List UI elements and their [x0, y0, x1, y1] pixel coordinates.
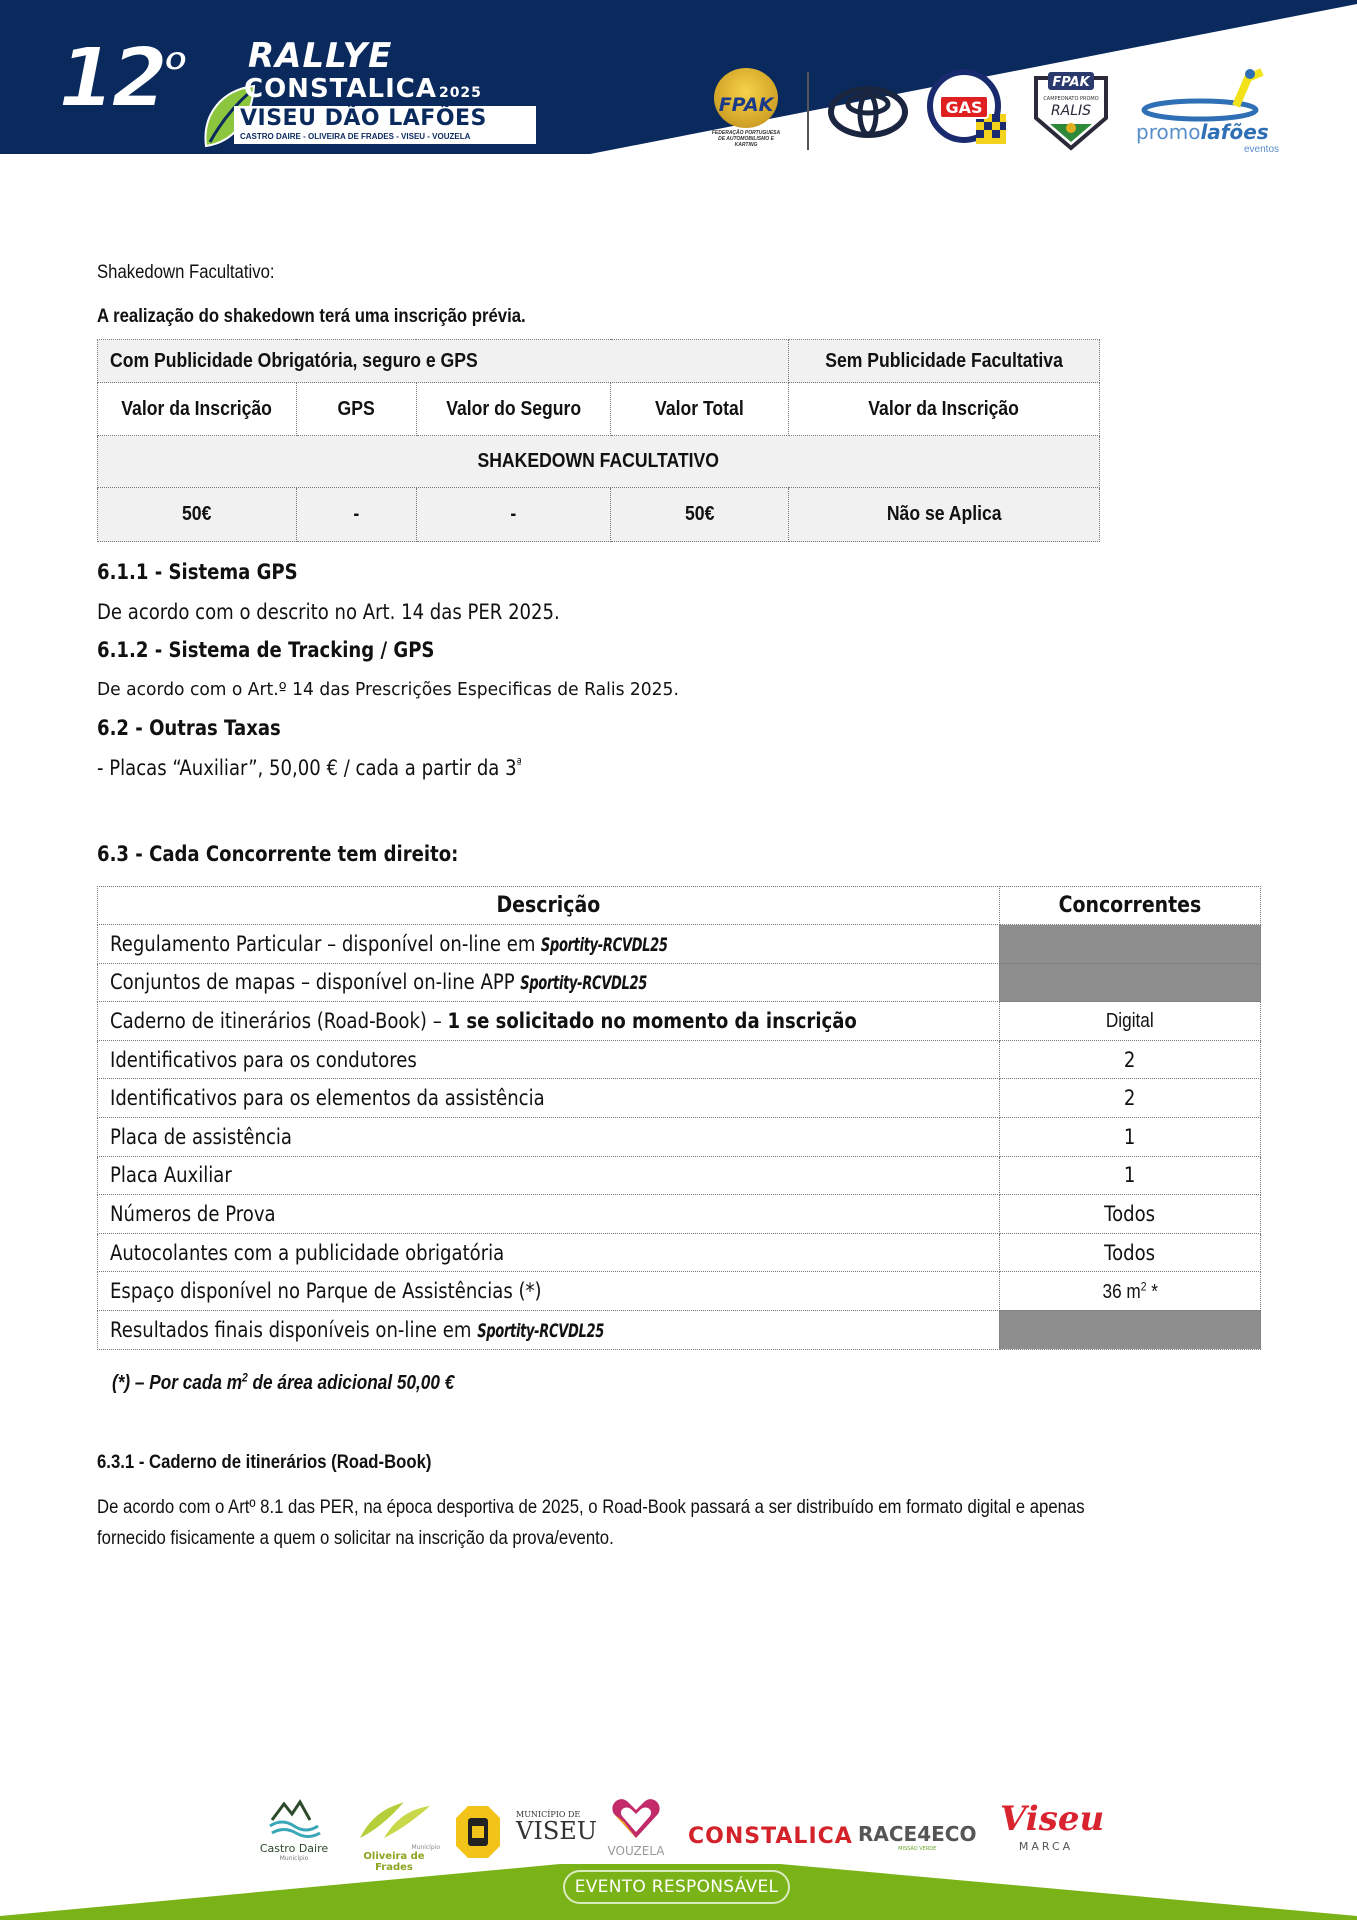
row-description: Placa de assistência: [98, 1117, 1000, 1156]
viseu-municipality-shield-icon: [454, 1804, 502, 1860]
table-cell: Não se Aplica: [789, 488, 1100, 542]
roadbook-text-line2: fornecido fisicamente a quem o solicitar na inscrição da prova/evento.: [97, 1528, 614, 1549]
table-row: [98, 1117, 1261, 1156]
vouzela-heart-icon: [610, 1796, 662, 1840]
table-row: [98, 1079, 1261, 1118]
row-value: 36 $m^2$ *: [999, 1272, 1260, 1311]
header-sponsors: FPAK FEDERAÇÃO PORTUGUESA DE AUTOMOBILISMO E KARTING GAS FPAK CAMPEONATO PROMO RALIS promolafões eventos: [700, 64, 1340, 154]
row-value: 2: [999, 1040, 1260, 1079]
table-row: [98, 436, 1100, 488]
responsible-event-badge: EVENTO RESPONSÁVEL: [563, 1870, 790, 1904]
row-description: Identificativos para os elementos da assistência: [98, 1079, 1000, 1118]
race4eco-logo: RACE4ECO MISSÃO VERDE: [858, 1822, 977, 1852]
oliveira-de-frades-logo: Município Oliveira de Frades: [348, 1800, 440, 1873]
svg-text:FPAK: FPAK: [1052, 75, 1090, 90]
table-row: [98, 340, 1100, 383]
table-cell: -: [416, 488, 611, 542]
page-footer: [0, 1780, 1357, 1920]
table-row: [98, 1272, 1261, 1311]
table-row: [98, 925, 1261, 964]
viseu-municipality-logo: MUNICÍPIO DE VISEU: [516, 1810, 597, 1845]
gas-logo-icon: [926, 68, 1010, 148]
column-header-competitors: Concorrentes: [999, 887, 1260, 925]
svg-text:GAS: GAS: [945, 98, 983, 117]
region-box: [234, 106, 536, 144]
sportity-link[interactable]: Sportity-RCVDL25: [541, 933, 668, 956]
castro-daire-mountain-icon: [266, 1798, 322, 1838]
table-row: [98, 1310, 1261, 1349]
table-row: [98, 1233, 1261, 1272]
fpak-logo: FPAK FEDERAÇÃO PORTUGUESA DE AUTOMOBILISMO E KARTING: [708, 68, 784, 148]
oliveira-leaf-icon: [354, 1800, 434, 1840]
group-header-left: Com Publicidade Obrigatória, seguro e GPS: [98, 340, 789, 383]
group-header-right: Sem Publicidade Facultativa: [789, 340, 1100, 383]
region-name: VISEU DÃO LAFÕES: [240, 106, 487, 131]
fpak-ralis-logo-icon: [1028, 68, 1114, 152]
row-description: Resultados finais disponíveis on-line em Sportity-RCVDL25: [98, 1310, 1000, 1349]
rally-logo: [58, 31, 487, 146]
rally-number: 12$^o$: [58, 31, 184, 126]
table-row: [98, 1195, 1261, 1234]
row-description: Autocolantes com a publicidade obrigatória: [98, 1233, 1000, 1272]
section-heading-611: 6.1.1 - Sistema GPS: [97, 560, 298, 584]
fpak-emblem-icon: FPAK: [714, 68, 778, 128]
section-text-612: De acordo com o Art.º 14 das Prescrições Especificas de Ralis 2025.: [97, 679, 679, 700]
table-cell: 50€: [611, 488, 789, 542]
row-description: Caderno de itinerários (Road-Book) – 1 se solicitado no momento da inscrição: [98, 1002, 1000, 1041]
shakedown-fee-table: [97, 339, 1100, 542]
section-text-611: De acordo com o descrito no Art. 14 das PER 2025.: [97, 600, 560, 624]
sponsor-divider: [807, 72, 809, 150]
section-heading-631: 6.3.1 - Caderno de itinerários (Road-Book): [97, 1452, 432, 1473]
row-value: 1: [999, 1117, 1260, 1156]
table-header-row: [98, 887, 1261, 925]
table-row: [98, 1040, 1261, 1079]
promolafoes-figure-icon: [1136, 68, 1286, 128]
row-description: Números de Prova: [98, 1195, 1000, 1234]
sportity-link[interactable]: Sportity-RCVDL25: [520, 972, 648, 995]
row-value-shaded: [999, 925, 1260, 964]
row-value: Todos: [999, 1195, 1260, 1234]
shakedown-intro: A realização do shakedown terá uma inscrição prévia.: [97, 306, 526, 327]
row-description: Espaço disponível no Parque de Assistências (*): [98, 1272, 1000, 1311]
area-footnote: (*) – Por cada $m^2$ de área adicional 50,00 €: [112, 1370, 455, 1394]
table-row: [98, 1002, 1261, 1041]
row-value: Digital: [999, 1002, 1260, 1041]
shakedown-title: Shakedown Facultativo:: [97, 262, 275, 283]
row-value-shaded: [999, 1310, 1260, 1349]
column-header: Valor da Inscrição: [98, 383, 297, 436]
row-value-shaded: [999, 963, 1260, 1002]
svg-text:RALIS: RALIS: [1050, 103, 1092, 119]
section-label: SHAKEDOWN FACULTATIVO: [98, 436, 1100, 488]
table-cell: -: [296, 488, 416, 542]
viseu-marca-logo: Viseu MARCA: [1000, 1799, 1105, 1853]
event-name: CONSTALICA 2025: [244, 74, 482, 104]
column-header: Valor da Inscrição: [789, 383, 1100, 436]
row-description: Placa Auxiliar: [98, 1156, 1000, 1195]
page-header: [0, 0, 1357, 160]
section-heading-62: 6.2 - Outras Taxas: [97, 716, 281, 740]
row-description: Conjuntos de mapas – disponível on-line APP Sportity-RCVDL25: [98, 963, 1000, 1002]
vouzela-logo: VOUZELA: [604, 1796, 668, 1858]
section-heading-612: 6.1.2 - Sistema de Tracking / GPS: [97, 638, 435, 662]
column-header: Valor Total: [611, 383, 789, 436]
region-towns: CASTRO DAIRE - OLIVEIRA DE FRADES - VISEU - VOUZELA: [240, 132, 471, 141]
column-header-description: Descrição: [98, 887, 1000, 925]
section-heading-63: 6.3 - Cada Concorrente tem direito:: [97, 842, 459, 866]
table-row: [98, 963, 1261, 1002]
sportity-link[interactable]: Sportity-RCVDL25: [477, 1319, 604, 1342]
constalica-logo: CONSTALICA: [688, 1824, 853, 1849]
toyota-logo-icon: [828, 86, 908, 138]
column-header: Valor do Seguro: [416, 383, 611, 436]
row-description: Identificativos para os condutores: [98, 1040, 1000, 1079]
row-description: Regulamento Particular – disponível on-line em Sportity-RCVDL25: [98, 925, 1000, 964]
table-row: [98, 488, 1100, 542]
column-header: GPS: [296, 383, 416, 436]
row-value: 2: [999, 1079, 1260, 1118]
section-text-62: - Placas “Auxiliar”, 50,00 € / cada a partir da $3^ª$: [97, 755, 522, 780]
table-cell: 50€: [98, 488, 297, 542]
entitlements-table: [97, 886, 1261, 1350]
table-row: [98, 383, 1100, 436]
castro-daire-logo: Castro Daire Município: [258, 1798, 330, 1862]
row-value: Todos: [999, 1233, 1260, 1272]
roadbook-text-line1: De acordo com o Artº 8.1 das PER, na época desportiva de 2025, o Road-Book passará a ser distribuído em formato digital e apenas: [97, 1497, 1085, 1518]
rallye-word: RALLYE: [248, 36, 393, 76]
svg-text:CAMPEONATO PROMO: CAMPEONATO PROMO: [1043, 96, 1099, 102]
table-row: [98, 1156, 1261, 1195]
row-value: 1: [999, 1156, 1260, 1195]
